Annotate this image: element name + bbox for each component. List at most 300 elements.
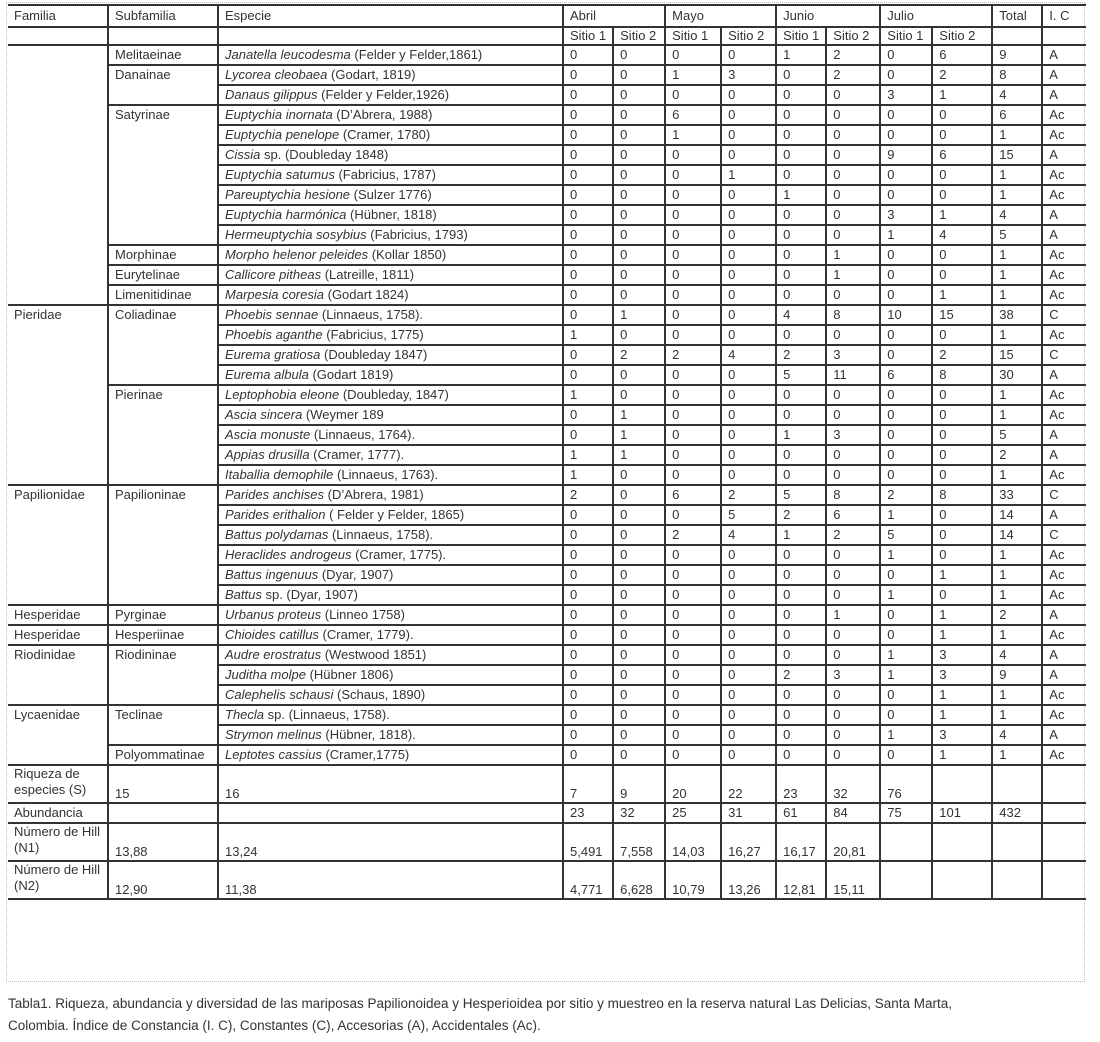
count-cell: 5 xyxy=(776,365,826,385)
species-row xyxy=(8,645,1086,665)
count-cell: 8 xyxy=(932,365,992,385)
count-cell: 0 xyxy=(880,465,932,485)
count-cell: 3 xyxy=(826,345,880,365)
especie-cell xyxy=(218,285,563,305)
summary-row xyxy=(8,861,1086,899)
count-cell: 0 xyxy=(613,365,665,385)
count-cell: 0 xyxy=(932,465,992,485)
species-name: Strymon melinus xyxy=(225,727,322,742)
count-cell: 0 xyxy=(826,185,880,205)
count-cell: 0 xyxy=(776,405,826,425)
header-empty xyxy=(8,27,108,45)
subfamilia-cell: Limenitidinae xyxy=(108,285,218,305)
count-cell: 0 xyxy=(880,245,932,265)
species-name: Parides erithalion xyxy=(225,507,326,522)
count-cell: 0 xyxy=(826,685,880,705)
count-cell: 1 xyxy=(932,705,992,725)
total-cell: 4 xyxy=(992,205,1042,225)
subfamilia-cell: Pyrginae xyxy=(108,605,218,625)
count-cell: 0 xyxy=(776,705,826,725)
count-cell: 2 xyxy=(665,345,721,365)
count-cell: 2 xyxy=(721,485,776,505)
count-cell: 0 xyxy=(665,225,721,245)
total-cell: 1 xyxy=(992,745,1042,765)
species-row xyxy=(8,385,1086,405)
summary-label: Riqueza de especies (S) xyxy=(8,765,108,803)
count-cell: 8 xyxy=(826,305,880,325)
species-row xyxy=(8,265,1086,285)
summary-value-cell: 76 xyxy=(880,765,932,803)
species-name: Battus ingenuus xyxy=(225,567,319,582)
caption-line-1: Tabla1. Riqueza, abundancia y diversidad de las mariposas Papilionoidea y Hesperioidea por sitio y muestreo en la reserva natural Las Delicias, Santa Marta, xyxy=(8,996,953,1011)
count-cell: 1 xyxy=(665,65,721,85)
familia-cell: Riodinidae xyxy=(8,645,108,705)
especie-cell xyxy=(218,125,563,145)
count-cell: 2 xyxy=(665,525,721,545)
species-name: Battus polydamas xyxy=(225,527,329,542)
count-cell: 1 xyxy=(721,165,776,185)
species-name: Chioides catillus xyxy=(225,627,319,642)
familia-cell: Lycaenidae xyxy=(8,705,108,765)
count-cell: 0 xyxy=(776,445,826,465)
header-total: Total xyxy=(992,5,1042,27)
count-cell: 0 xyxy=(776,565,826,585)
subfamilia-cell: Pierinae xyxy=(108,385,218,485)
species-authority: (Felder y Felder,1861) xyxy=(350,47,483,62)
count-cell: 0 xyxy=(880,345,932,365)
species-name: Pareuptychia hesione xyxy=(225,187,351,202)
count-cell: 1 xyxy=(613,445,665,465)
total-cell: 15 xyxy=(992,145,1042,165)
count-cell: 0 xyxy=(721,245,776,265)
count-cell: 0 xyxy=(826,125,880,145)
count-cell: 0 xyxy=(721,185,776,205)
species-authority: (Linnaeus, 1758). xyxy=(328,527,434,542)
summary-value-cell: 6,628 xyxy=(613,861,665,899)
subfamilia-cell: Melitaeinae xyxy=(108,45,218,65)
header-month-julio: Julio xyxy=(880,5,992,27)
species-row xyxy=(8,625,1086,645)
count-cell: 0 xyxy=(776,245,826,265)
header-empty xyxy=(992,27,1042,45)
species-row xyxy=(8,245,1086,265)
total-cell: 5 xyxy=(992,225,1042,245)
count-cell: 0 xyxy=(613,745,665,765)
summary-ic xyxy=(1042,803,1086,823)
count-cell: 3 xyxy=(932,725,992,745)
count-cell: 0 xyxy=(665,185,721,205)
total-cell: 1 xyxy=(992,585,1042,605)
species-row xyxy=(8,285,1086,305)
header-month-junio: Junio xyxy=(776,5,880,27)
count-cell: 0 xyxy=(563,345,613,365)
count-cell: 0 xyxy=(826,645,880,665)
header-site: Sitio 2 xyxy=(826,27,880,45)
count-cell: 0 xyxy=(563,105,613,125)
count-cell: 0 xyxy=(826,85,880,105)
total-cell: 5 xyxy=(992,425,1042,445)
count-cell: 2 xyxy=(880,485,932,505)
count-cell: 6 xyxy=(880,365,932,385)
count-cell: 0 xyxy=(721,425,776,445)
ic-cell: Ac xyxy=(1042,405,1086,425)
count-cell: 0 xyxy=(776,65,826,85)
ic-cell: A xyxy=(1042,645,1086,665)
count-cell: 0 xyxy=(721,405,776,425)
header-site: Sitio 2 xyxy=(932,27,992,45)
count-cell: 0 xyxy=(665,705,721,725)
count-cell: 0 xyxy=(776,165,826,185)
count-cell: 0 xyxy=(721,145,776,165)
count-cell: 15 xyxy=(932,305,992,325)
species-name: Urbanus proteus xyxy=(225,607,322,622)
total-cell: 15 xyxy=(992,345,1042,365)
count-cell: 6 xyxy=(932,145,992,165)
especie-cell xyxy=(218,625,563,645)
table-body xyxy=(8,5,1086,899)
count-cell: 0 xyxy=(563,265,613,285)
species-name: Battus xyxy=(225,587,262,602)
total-cell: 1 xyxy=(992,285,1042,305)
butterfly-table xyxy=(8,4,1086,900)
count-cell: 0 xyxy=(613,205,665,225)
count-cell: 6 xyxy=(665,485,721,505)
total-cell: 1 xyxy=(992,545,1042,565)
count-cell: 1 xyxy=(613,305,665,325)
count-cell: 0 xyxy=(665,545,721,565)
summary-row xyxy=(8,765,1086,803)
species-authority: (Westwood 1851) xyxy=(321,647,427,662)
species-authority: (Godart 1819) xyxy=(308,367,394,382)
count-cell: 0 xyxy=(721,205,776,225)
count-cell: 1 xyxy=(932,285,992,305)
total-cell: 1 xyxy=(992,385,1042,405)
summary-total: 432 xyxy=(992,803,1042,823)
especie-cell xyxy=(218,105,563,125)
count-cell: 3 xyxy=(826,425,880,445)
species-authority: (Kollar 1850) xyxy=(368,247,447,262)
count-cell: 0 xyxy=(932,545,992,565)
total-cell: 1 xyxy=(992,465,1042,485)
ic-cell: Ac xyxy=(1042,745,1086,765)
count-cell: 6 xyxy=(665,105,721,125)
count-cell: 0 xyxy=(613,525,665,545)
summary-value-cell: 22 xyxy=(721,765,776,803)
ic-cell: A xyxy=(1042,665,1086,685)
count-cell: 0 xyxy=(613,225,665,245)
ic-cell: Ac xyxy=(1042,285,1086,305)
count-cell: 3 xyxy=(721,65,776,85)
count-cell: 0 xyxy=(776,225,826,245)
especie-cell xyxy=(218,85,563,105)
count-cell: 0 xyxy=(776,125,826,145)
header-row-sites xyxy=(8,27,1086,45)
especie-cell xyxy=(218,305,563,325)
especie-cell xyxy=(218,325,563,345)
species-authority: (Weymer 189 xyxy=(302,407,384,422)
count-cell: 0 xyxy=(665,725,721,745)
count-cell: 0 xyxy=(613,185,665,205)
summary-value-cell: 20 xyxy=(665,765,721,803)
summary-subfamilia-value: 12,90 xyxy=(108,861,218,899)
ic-cell: A xyxy=(1042,425,1086,445)
species-name: Cissia xyxy=(225,147,261,162)
count-cell: 0 xyxy=(826,725,880,745)
count-cell: 0 xyxy=(776,545,826,565)
especie-cell xyxy=(218,145,563,165)
ic-cell: Ac xyxy=(1042,545,1086,565)
especie-cell xyxy=(218,745,563,765)
species-name: Euptychia inornata xyxy=(225,107,333,122)
count-cell: 0 xyxy=(721,85,776,105)
total-cell: 6 xyxy=(992,105,1042,125)
count-cell: 0 xyxy=(776,645,826,665)
summary-value-cell: 31 xyxy=(721,803,776,823)
summary-value-cell: 9 xyxy=(613,765,665,803)
count-cell: 0 xyxy=(563,505,613,525)
count-cell: 0 xyxy=(563,365,613,385)
summary-especie-value: 11,38 xyxy=(218,861,563,899)
count-cell: 4 xyxy=(776,305,826,325)
species-authority: sp. (Linnaeus, 1758). xyxy=(264,707,390,722)
summary-ic xyxy=(1042,765,1086,803)
header-month-mayo: Mayo xyxy=(665,5,776,27)
especie-cell xyxy=(218,265,563,285)
subfamilia-cell: Danainae xyxy=(108,65,218,105)
species-authority: (Felder y Felder,1926) xyxy=(317,87,450,102)
species-authority: (Godart 1824) xyxy=(324,287,409,302)
total-cell: 1 xyxy=(992,185,1042,205)
species-name: Janatella leucodesma xyxy=(225,47,351,62)
species-name: Leptophobia eleone xyxy=(225,387,340,402)
count-cell: 0 xyxy=(665,625,721,645)
count-cell: 0 xyxy=(665,605,721,625)
summary-value-cell: 4,771 xyxy=(563,861,613,899)
count-cell: 0 xyxy=(826,285,880,305)
count-cell: 0 xyxy=(776,605,826,625)
count-cell: 0 xyxy=(613,665,665,685)
count-cell: 0 xyxy=(563,705,613,725)
count-cell: 0 xyxy=(721,125,776,145)
count-cell: 0 xyxy=(613,125,665,145)
count-cell: 0 xyxy=(880,605,932,625)
count-cell: 0 xyxy=(563,185,613,205)
count-cell: 0 xyxy=(613,685,665,705)
count-cell: 0 xyxy=(721,645,776,665)
summary-value-cell: 7,558 xyxy=(613,823,665,861)
count-cell: 0 xyxy=(613,265,665,285)
count-cell: 2 xyxy=(613,345,665,365)
summary-total xyxy=(992,823,1042,861)
summary-label: Número de Hill (N1) xyxy=(8,823,108,861)
ic-cell: A xyxy=(1042,445,1086,465)
species-authority: (Hübner 1806) xyxy=(305,667,394,682)
subfamilia-cell: Teclinae xyxy=(108,705,218,745)
header-site: Sitio 1 xyxy=(776,27,826,45)
total-cell: 9 xyxy=(992,45,1042,65)
count-cell: 0 xyxy=(665,505,721,525)
count-cell: 0 xyxy=(613,165,665,185)
count-cell: 0 xyxy=(613,105,665,125)
species-authority: (Schaus, 1890) xyxy=(333,687,426,702)
header-site: Sitio 1 xyxy=(880,27,932,45)
familia-cell: Hesperidae xyxy=(8,605,108,625)
total-cell: 30 xyxy=(992,365,1042,385)
especie-cell xyxy=(218,425,563,445)
count-cell: 0 xyxy=(721,105,776,125)
table-caption xyxy=(8,993,1098,1037)
total-cell: 1 xyxy=(992,245,1042,265)
header-familia: Familia xyxy=(8,5,108,27)
count-cell: 0 xyxy=(880,265,932,285)
species-authority: (Hübner, 1818) xyxy=(346,207,437,222)
count-cell: 0 xyxy=(563,725,613,745)
summary-value-cell xyxy=(932,765,992,803)
count-cell: 0 xyxy=(613,45,665,65)
especie-cell xyxy=(218,345,563,365)
count-cell: 0 xyxy=(665,465,721,485)
count-cell: 4 xyxy=(721,345,776,365)
summary-value-cell: 84 xyxy=(826,803,880,823)
species-authority: (Fabricius, 1793) xyxy=(366,227,468,242)
summary-value-cell: 25 xyxy=(665,803,721,823)
count-cell: 0 xyxy=(721,45,776,65)
summary-value-cell: 32 xyxy=(613,803,665,823)
count-cell: 0 xyxy=(880,45,932,65)
species-authority: (Cramer, 1780) xyxy=(339,127,431,142)
count-cell: 0 xyxy=(665,425,721,445)
count-cell: 0 xyxy=(880,185,932,205)
especie-cell xyxy=(218,645,563,665)
ic-cell: A xyxy=(1042,65,1086,85)
count-cell: 0 xyxy=(776,105,826,125)
count-cell: 1 xyxy=(880,645,932,665)
species-authority: (Linneo 1758) xyxy=(321,607,405,622)
especie-cell xyxy=(218,585,563,605)
ic-cell: C xyxy=(1042,305,1086,325)
summary-subfamilia-value xyxy=(108,803,218,823)
caption-line-2: Colombia. Índice de Constancia (I. C), Constantes (C), Accesorias (A), Accidentales (Ac). xyxy=(8,1018,541,1033)
count-cell: 1 xyxy=(613,425,665,445)
species-authority: (Hübner, 1818). xyxy=(321,727,416,742)
especie-cell xyxy=(218,665,563,685)
species-name: Phoebis aganthe xyxy=(225,327,323,342)
count-cell: 0 xyxy=(721,545,776,565)
familia-cell xyxy=(8,45,108,305)
summary-value-cell: 14,03 xyxy=(665,823,721,861)
count-cell: 0 xyxy=(721,365,776,385)
count-cell: 5 xyxy=(721,505,776,525)
total-cell: 1 xyxy=(992,625,1042,645)
especie-cell xyxy=(218,705,563,725)
total-cell: 2 xyxy=(992,605,1042,625)
total-cell: 14 xyxy=(992,505,1042,525)
summary-value-cell: 23 xyxy=(563,803,613,823)
especie-cell xyxy=(218,525,563,545)
especie-cell xyxy=(218,485,563,505)
count-cell: 0 xyxy=(932,165,992,185)
species-name: Danaus gilippus xyxy=(225,87,318,102)
count-cell: 3 xyxy=(880,205,932,225)
header-row-months xyxy=(8,5,1086,27)
count-cell: 0 xyxy=(613,545,665,565)
count-cell: 6 xyxy=(826,505,880,525)
header-empty xyxy=(218,27,563,45)
count-cell: 0 xyxy=(776,725,826,745)
count-cell: 1 xyxy=(932,745,992,765)
count-cell: 2 xyxy=(826,525,880,545)
total-cell: 1 xyxy=(992,685,1042,705)
especie-cell xyxy=(218,445,563,465)
count-cell: 2 xyxy=(776,505,826,525)
total-cell: 1 xyxy=(992,405,1042,425)
count-cell: 1 xyxy=(826,265,880,285)
header-especie: Especie xyxy=(218,5,563,27)
count-cell: 0 xyxy=(932,505,992,525)
species-name: Heraclides androgeus xyxy=(225,547,352,562)
count-cell: 4 xyxy=(721,525,776,545)
especie-cell xyxy=(218,545,563,565)
count-cell: 2 xyxy=(776,345,826,365)
count-cell: 1 xyxy=(613,405,665,425)
especie-cell xyxy=(218,385,563,405)
count-cell: 3 xyxy=(932,645,992,665)
count-cell: 0 xyxy=(776,385,826,405)
summary-value-cell xyxy=(932,823,992,861)
count-cell: 2 xyxy=(826,45,880,65)
count-cell: 0 xyxy=(721,465,776,485)
species-authority: (Sulzer 1776) xyxy=(350,187,432,202)
subfamilia-cell: Satyrinae xyxy=(108,105,218,245)
species-authority: (Fabricius, 1775) xyxy=(322,327,424,342)
count-cell: 0 xyxy=(776,285,826,305)
count-cell: 0 xyxy=(826,205,880,225)
especie-cell xyxy=(218,45,563,65)
count-cell: 0 xyxy=(932,525,992,545)
count-cell: 0 xyxy=(563,645,613,665)
count-cell: 0 xyxy=(563,565,613,585)
count-cell: 0 xyxy=(563,245,613,265)
count-cell: 11 xyxy=(826,365,880,385)
familia-cell: Papilionidae xyxy=(8,485,108,605)
count-cell: 0 xyxy=(880,625,932,645)
count-cell: 0 xyxy=(932,125,992,145)
especie-cell xyxy=(218,725,563,745)
total-cell: 4 xyxy=(992,645,1042,665)
count-cell: 0 xyxy=(826,165,880,185)
ic-cell: Ac xyxy=(1042,465,1086,485)
count-cell: 0 xyxy=(826,145,880,165)
count-cell: 0 xyxy=(932,585,992,605)
ic-cell: A xyxy=(1042,145,1086,165)
ic-cell: Ac xyxy=(1042,385,1086,405)
species-name: Marpesia coresia xyxy=(225,287,324,302)
total-cell: 1 xyxy=(992,265,1042,285)
count-cell: 0 xyxy=(721,445,776,465)
header-empty xyxy=(108,27,218,45)
count-cell: 1 xyxy=(932,85,992,105)
count-cell: 0 xyxy=(563,545,613,565)
especie-cell xyxy=(218,405,563,425)
summary-row xyxy=(8,823,1086,861)
count-cell: 0 xyxy=(665,445,721,465)
count-cell: 0 xyxy=(665,365,721,385)
count-cell: 0 xyxy=(826,565,880,585)
summary-subfamilia-value: 13,88 xyxy=(108,823,218,861)
species-name: Lycorea cleobaea xyxy=(225,67,328,82)
count-cell: 0 xyxy=(880,565,932,585)
species-authority: (Cramer, 1775). xyxy=(351,547,447,562)
